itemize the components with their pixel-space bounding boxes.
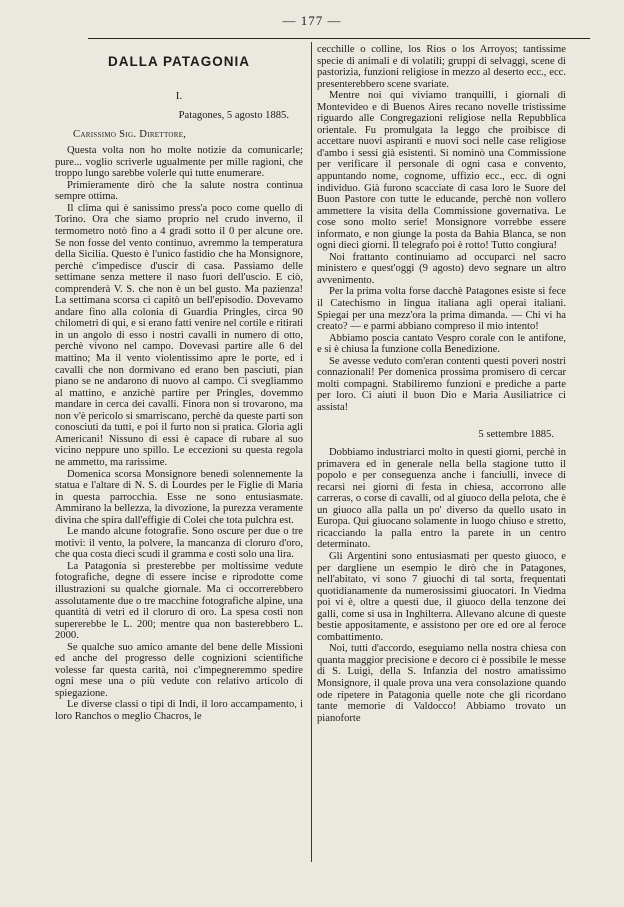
section-number: I.: [175, 89, 183, 102]
paragraph: Gli Argentini sono entusiasmati per questo giuoco, e per dargliene un esempio le dirò che in Patagones, nell'abitato, vi sono 7 giuochi di tal sorta, frequentati quotidianamente da numerosissimi giuocatori. In Viedma poi vi è, oltre a questi due, il giuoco della tenzone dei galli, come si usa in Inghilterra. Allevano alcune di queste bestie appositamente, e assistono per ore ed ore al feroce combattimento.: [317, 550, 566, 643]
paragraph: Se qualche suo amico amante del bene delle Missioni ed anche del progresso delle cognizioni scientifiche volesse far questa carità, noi c'impegneremmo spedire ogni mese una o più vedute con relativo articolo di spiegazione.: [55, 641, 303, 699]
paragraph: Il clima qui è sanissimo press'a poco come quello di Torino. Ora che siamo proprio nel crudo inverno, il termometro notò fino a 4 gradi sotto il 0 per alcune ore. Se non fosse del vento continuo, avremmo la temperatura della Sicilia. Questo è l'unico fastidio che ha Monsignore, perchè c'impedisce d'uscir di casa. Passiamo delle settimane senza mettere il naso fuori dell'uscio. E ciò, comprenderà V. S. che non è un bel gusto. Ma pazienza! La settimana scorsa ci capitò un bell'episodio. Dovevamo andare fino alla colonia di Guardia Pringles, circa 90 chilometri di qui, e si erano fatti venire nel cortile e ritirati in un angolo di esso i nostri cavalli in numero di otto, perchè vivono nel campo. Dovevasi partire alle 6 del mattino; Ma il vento violentissimo apre le porte, ed i cavalli che non dormivano ed erano ben pasciuti, pian piano se ne andarono di nuovo al campo. Ci svegliammo al mattino, e anzichè partire per Pringles, dovemmo mandare in cerca dei cavalli. Finora non si trovarono, ma non v'è pericolo si smarriscano, perchè da queste parti son conosciuti da tutti, e poi il furto non si pratica. Gloria agli Americani! Nissuno di essi è capace di rubare al suo vicino neppure uno spillo. Le eccezioni su questa regola ne ammetto, ma rarissime.: [55, 202, 303, 468]
paragraph: Dobbiamo industriarci molto in questi giorni, perchè in primavera ed in generale nella bella stagione tutto il popolo e per conseguenza anche i fanciulli, invece di recarsi nei giorni di festa in chiesa, accorrono alle carreras, o corse di cavalli, od al giuoco della pelota, che è un giuoco alla palla un po' diverso da quello usato in Europa. Qui giuocano solamente in luogo chiuso e stretto, ricacciando la palla entro la parete in un centro determinato.: [317, 447, 566, 551]
paragraph-continued: cecchille o colline, los Rios o los Arroyos; tantissime specie di animali e di volatili; gruppi di selvaggi, scene di pastorizia, funzioni religiose in mezzo al deserto ecc., ecc. presenterebbero scene svariate.: [317, 44, 566, 90]
page-number: — 177 —: [282, 13, 342, 28]
column-divider: [311, 42, 312, 862]
left-column: [55, 44, 303, 723]
paragraph: Per la prima volta forse dacchè Patagones esiste si fece il Catechismo in lingua italiana agli operai italiani. Spiegai per una mezz'ora la prima dimanda. — Chi vi ha creato? — e parmi abbiano compreso il mio intento!: [317, 286, 566, 333]
salutation: Carissimo Sig. Direttore,: [73, 128, 187, 140]
article-title: DALLA PATAGONIA: [108, 54, 250, 69]
dateline-second: 5 settembre 1885.: [478, 428, 554, 440]
dateline: Patagones, 5 agosto 1885.: [178, 110, 289, 122]
paragraph: Domenica scorsa Monsignore benedì solennemente la statua e l'altare di N. S. di Lourdes per le Figlie di Maria in questa parrocchia. Esse ne sono entusiasmate. Ammirano la bellezza, la divozione, la purezza veramente divina che spira dall'effigie di Colei che tota pulchra est.: [55, 468, 303, 526]
paragraph: Questa volta non ho molte notizie da comunicarle; pure... voglio scriverle ugualmente per mille ragioni, che troppo lungo sarebbe volerle qui tutte enumerare.: [55, 145, 303, 180]
paragraph: La Patagonia si presterebbe per moltissime vedute fotografiche, degne di essere incise e riprodotte come illustrazioni su qualche giornale. Ma ci occorrerebbero assolutamente due o tre macchine fotografiche alpine, una quantità di vetri ed il cloruro di oro. La spesa costì non supererebbe le L. 200; mentre qua non basterebbero L. 2000.: [55, 560, 303, 642]
paragraph: Noi, tutti d'accordo, eseguiamo nella nostra chiesa con quanta maggior precisione e decoro ci è possibile le messe di S. Luigi, della S. Infanzia del nostro amatissimo Monsignore, il quale prova una vera consolazione quando ode ripetere in Patagonia quelle note che gli ricordano tante memorie di Valdocco! Abbiamo trovato un pianoforte: [317, 643, 566, 724]
paragraph: Se avesse veduto com'eran contenti questi poveri nostri connazionali! Per domenica prossima promisero di cercar molti compagni. Stabiliremo funzioni e prediche a parte per loro. Ci aiuti il buon Dio e Maria Ausiliatrice ci assista!: [317, 355, 566, 413]
right-column: [317, 44, 566, 724]
header-rule: [88, 38, 590, 39]
paragraph: Primieramente dirò che la salute nostra continua sempre ottima.: [55, 179, 303, 203]
paragraph: Noi frattanto continuiamo ad occuparci nel sacro ministero e quest'oggi (9 agosto) devo segnare un altro avvenimento.: [317, 251, 566, 286]
paragraph: Abbiamo poscia cantato Vespro corale con le antifone, e si è chiusa la funzione colla Benedizione.: [317, 332, 566, 356]
paragraph: Le mando alcune fotografie. Sono oscure per due o tre motivi: il vento, la polvere, la mancanza di cloruro d'oro, che qua costa dieci scudi il gramma e costì solo una lira.: [55, 526, 303, 561]
paragraph: Mentre noi qui viviamo tranquilli, i giornali di Montevideo e di Buenos Aires recano novelle tristissime riguardo alle Congregazioni religiose nella Repubblica orientale. Fu promulgata la leggo che proibisce di accettare nuovi aspiranti e nuovi soci nelle case religiose d'ambo i sessi già esistenti. Si nominò una Commissione per verificare il personale di ogni casa e convento, appuntando nome, cognome, uffizio ecc., ecc. di ogni individuo. Già furono scacciate di casa loro le Suore del Buon Pastore con tutte le educande, perchè non vollero ammettere la visita della Commissione governativa. Le cose sono molto serie! Monsignore vorrebbe essere informato, e non giunge la posta da Bahia Blanca, se non ogni dieci giorni. Il telegrafo poi è rotto! Tutto congiura!: [317, 90, 566, 252]
paragraph: Le diverse classi o tipi di Indi, il loro accampamento, i loro Ranchos o meglio Chacros, le: [55, 699, 303, 722]
